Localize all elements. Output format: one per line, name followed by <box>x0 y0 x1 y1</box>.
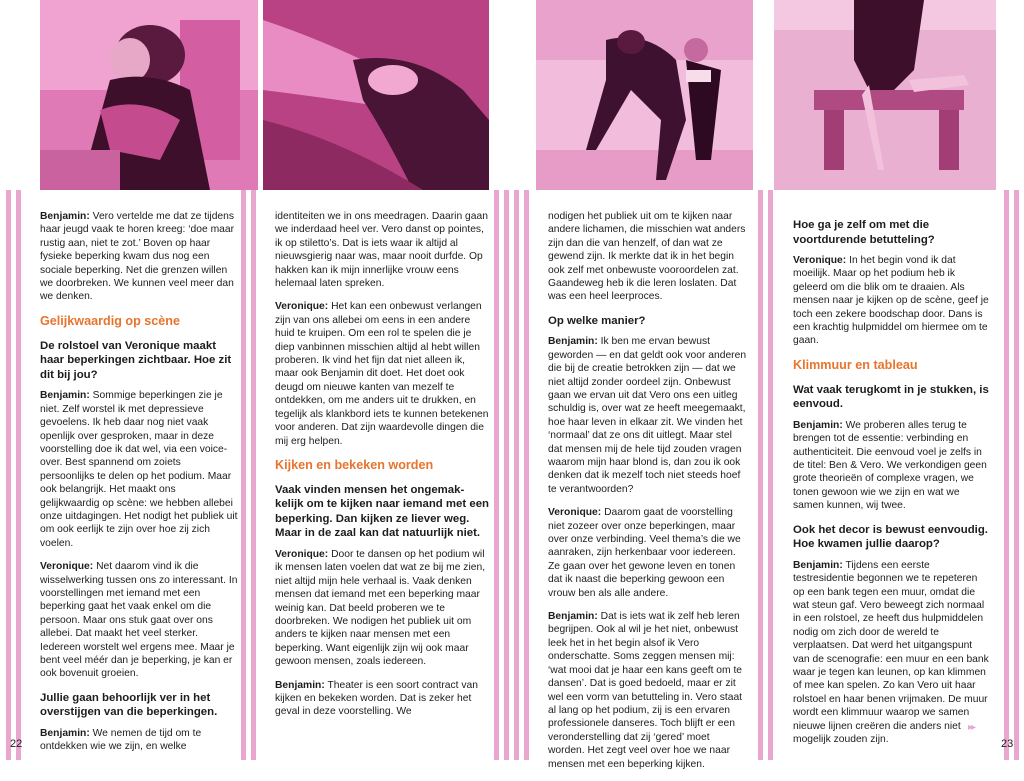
stripe-decor <box>241 190 246 760</box>
stripe-decor <box>504 190 509 760</box>
continue-arrow-icon: ▸▸ <box>968 722 975 733</box>
text-column-3 <box>548 210 748 781</box>
paragraph-text: Daarom gaat de voorstelling niet zozeer over onze beperkingen, maar over onze verbinding. Veel thema’s die we aanraken, zijn herkenbaar voor iedereen. Ze gaan over het gewone leven en tonen dat ik naast die beperking gewoon een vrouw ben als alle andere. <box>548 507 741 599</box>
stripe-decor <box>1014 190 1019 760</box>
speaker-name: Benjamin: <box>40 727 90 739</box>
speaker-name: Benjamin: <box>548 336 598 348</box>
paragraph <box>793 419 991 513</box>
stripe-decor <box>758 190 763 760</box>
photo-gutter <box>753 0 774 190</box>
paragraph <box>40 727 238 754</box>
paragraph-text: Ik ben me ervan bewust geworden — en dat geldt ook voor anderen die bij de creatie betrokken zijn — dat we niet altijd zonder oordeel zijn. Onbewust gaan we ervan uit dat Vero ons een uitleg schuldig is, over wat ze heeft meegemaakt, hoe haar leven in elkaar zit. We vinden het ‘normaal’ dat ze ons dit uitlegt. Maar stel dat mensen mij de hele tijd zouden vragen waarom mijn haar blond is, dan zou ik ook denken dat ik mezelf toch niet steeds hoef te verantwoorden? <box>548 336 747 495</box>
speaker-name: Veronique: <box>275 301 329 313</box>
paragraph-text: Net daarom vind ik die wisselwerking tussen ons zo interessant. In voorstellingen met iemand met een beperking gaat het vaak enkel om die persoon. Maar ons stuk gaat over ons allebei. Dat maakt het veel sterker. Iedereen worstelt wel ergens mee. Maar je bent veel méér dan je beperking, je kan er ook bovenuit groeien. <box>40 561 238 680</box>
text-column-1 <box>40 210 238 764</box>
stripe-decor <box>494 190 499 760</box>
paragraph: identiteiten we in ons meedragen. Daarin gaan we inderdaad heel ver. Vero danst op pointes, ik op stiletto’s. Dat is iets waar ik altijd al nieuwsgierig naar was, maar nooit durfde. Op hakken kan ik mijn innerlijke vrouw eens helemaal laten spreken. <box>275 211 488 290</box>
paragraph-text: Vero vertelde me dat ze tijdens haar jeugd vaak te horen kreeg: ‘doe maar rustig aan, niet te zot.’ Boven op haar fysieke beperking kwam dus nog een sociale beperking. Net die grenzen willen we doorbreken. We kunnen veel meer dan we denken. <box>40 211 235 303</box>
speaker-name: Veronique: <box>40 561 94 573</box>
paragraph: nodigen het publiek uit om te kijken naar andere lichamen, die misschien wat anders zijn dan die van henzelf, of dan wat ze gewend zijn. Ik merkte dat ik in het begin ook zelf met onbewuste vooroordelen zat. Gaandeweg heb ik die leren loslaten. Dat was een heel leerproces. <box>548 211 746 303</box>
paragraph <box>40 210 238 304</box>
paragraph-text: We proberen alles terug te brengen tot de essentie: verbinding en authenticiteit. Die eenvoud voel je zelfs in de titel: Ben & Vero. We verkondigen geen grote theorieën of complexe vragen, we tonen gewoon wie we zijn en wat we samen kunnen, wij twee. <box>793 419 987 512</box>
paragraph <box>548 506 748 600</box>
photo-bench <box>774 0 996 190</box>
paragraph <box>548 610 748 771</box>
text-column-2 <box>275 210 489 729</box>
section-heading: Kijken en bekeken worden <box>275 457 434 472</box>
stripe-decor <box>16 190 21 760</box>
paragraph <box>40 560 238 681</box>
section-heading: Klimmuur en tableau <box>793 357 918 372</box>
speaker-name: Benjamin: <box>40 211 90 222</box>
interview-question: Ook het decor is bewust eenvoudig. Hoe kwamen jullie daarop? <box>793 523 988 551</box>
speaker-name: Benjamin: <box>40 390 90 402</box>
paragraph <box>548 335 748 496</box>
stripe-decor <box>1004 190 1009 760</box>
speaker-name: Benjamin: <box>548 611 598 623</box>
photo-dancers <box>536 0 753 190</box>
paragraph <box>275 548 489 669</box>
interview-question: De rolstoel van Veronique maakt haar beperkingen zichtbaar. Hoe zit dit bij jou? <box>40 339 232 381</box>
text-column-4 <box>793 218 991 756</box>
paragraph <box>275 679 489 719</box>
paragraph-text: Door te dansen op het podium wil ik mensen laten voelen dat wat ze bij me zien, niet altijd mijn hele verhaal is. Vaak denken mensen dat iemand met een beperking maar weinig kan. Dat beeld proberen we te doorbreken. We nodigen het publiek uit om anders te kijken naar mensen met een beperking. Want eigenlijk zijn wij ook maar gewoon mensen, zoals iedereen. <box>275 548 486 668</box>
paragraph <box>793 254 991 348</box>
paragraph-text: We nemen de tijd om te ontdekken wie we zijn, en welke <box>40 727 202 753</box>
page-number-left: 22 <box>10 738 23 750</box>
paragraph-text: Sommige beperkingen zie je niet. Zelf worstel ik met depressieve gevoelens. Ik heb daar nog niet vaak openlijk over gesproken, maar in deze voorstelling doe ik dat wel, via een voice-over. Best spannend om zoiets persoonlijks te delen op het podium. Maar ook belangrijk. Het maakt ons gelijkwaardig op scène: we hebben allebei onze uitdagingen. Het nodigt het publiek uit om ook eerlijk te zijn over hoe zij zich voelen. <box>40 390 238 549</box>
section-heading: Gelijkwaardig op scène <box>40 313 180 328</box>
speaker-name: Veronique: <box>548 507 602 519</box>
speaker-name: Benjamin: <box>275 679 325 691</box>
interview-question: Hoe ga je zelf om met die voortdurende betutteling? <box>793 219 935 246</box>
speaker-name: Veronique: <box>793 255 847 266</box>
photo-embrace <box>40 0 258 190</box>
paragraph-text: Het kan een onbewust verlangen zijn van ons allebei om eens in een andere huid te kruipen. Om een rol te spelen die je diep vanbinnen misschien altijd al hebt willen proberen. Ik vind het fijn dat niet alleen ik, maar ook Benjamin dit doet. Het doet ook deugd om nieuwe kanten van mezelf te ontdekken, om me anders uit te drukken, en tegelijk als klankbord iets te kunnen betekenen voor anderen. Dat zijn waardevolle dingen die mij erg helpen. <box>275 301 489 447</box>
stripe-decor <box>251 190 256 760</box>
stripe-decor <box>6 190 11 760</box>
stripe-decor <box>524 190 529 760</box>
interview-question: Jullie gaan behoorlijk ver in het overstijgen van die beperkingen. <box>40 691 218 719</box>
photo-gutter <box>258 0 263 190</box>
interview-question: Op welke manier? <box>548 314 646 327</box>
paragraph-text: In het begin vond ik dat moeilijk. Maar op het podium heb ik geleerd om die blik om te draaien. Als mensen naar je kijken op de scène, geef je toch een zekere boodschap door. Dans is een krachtig hulpmiddel om hiermee om te gaan. <box>793 255 989 347</box>
stripe-decor <box>514 190 519 760</box>
page-number-right: 23 <box>1001 738 1014 750</box>
interview-question: Wat vaak terugkomt in je stukken, is eenvoud. <box>793 383 989 411</box>
speaker-name: Veronique: <box>275 548 329 560</box>
paragraph-text: Tijdens een eerste testresidentie begonnen we te repeteren op een bank tegen een muur, omdat die wat steun gaf. Vero beweegt zich normaal in een rolstoel, ze heeft dus hulpmiddelen nodig om zich door de wereld te verplaatsen. Dat werd het uitgangspunt van de scenografie: een muur en een bank waar je tegen kan leunen, op kan klimmen of mee kan spelen. Zo kan Vero uit haar rolstoel en haar benen vrijmaken. De muur wordt een klimmuur waarop we samen nieuwe lijnen creëren die anders niet mogelijk zouden zijn. <box>793 559 989 745</box>
paragraph-text: Theater is een soort contract van kijken en bekeken worden. Dat is zeker het geval in deze voorstelling. We <box>275 679 478 718</box>
paragraph-text: Dat is iets wat ik zelf heb leren begrijpen. Ook al wil je het niet, onbewust leek het in het begin alsof ik Vero onderschatte. Soms zeggen mensen mij: ‘wat mooi dat je haar een kans geeft om te dansen’. Dat is goed bedoeld, maar er zit wel een vorm van betutteling in. Vero staat al lang op het podium, zij is een ervaren professionele danseres. Toch blijft er een veronderstelling dat zij ‘gered’ moet worden. Het zegt veel over hoe we naar mensen met een beperking kijken. <box>548 611 743 770</box>
speaker-name: Benjamin: <box>793 559 843 571</box>
paragraph <box>40 389 238 550</box>
interview-question: Vaak vinden mensen het ongemak-kelijk om te kijken naar iemand met een beperking. Dan kijken ze liever weg. Maar in de zaal kan dat natuurlijk niet. <box>275 483 489 540</box>
paragraph <box>793 559 991 747</box>
photo-hands <box>263 0 489 190</box>
paragraph <box>275 300 489 447</box>
speaker-name: Benjamin: <box>793 419 843 431</box>
stripe-decor <box>768 190 773 760</box>
